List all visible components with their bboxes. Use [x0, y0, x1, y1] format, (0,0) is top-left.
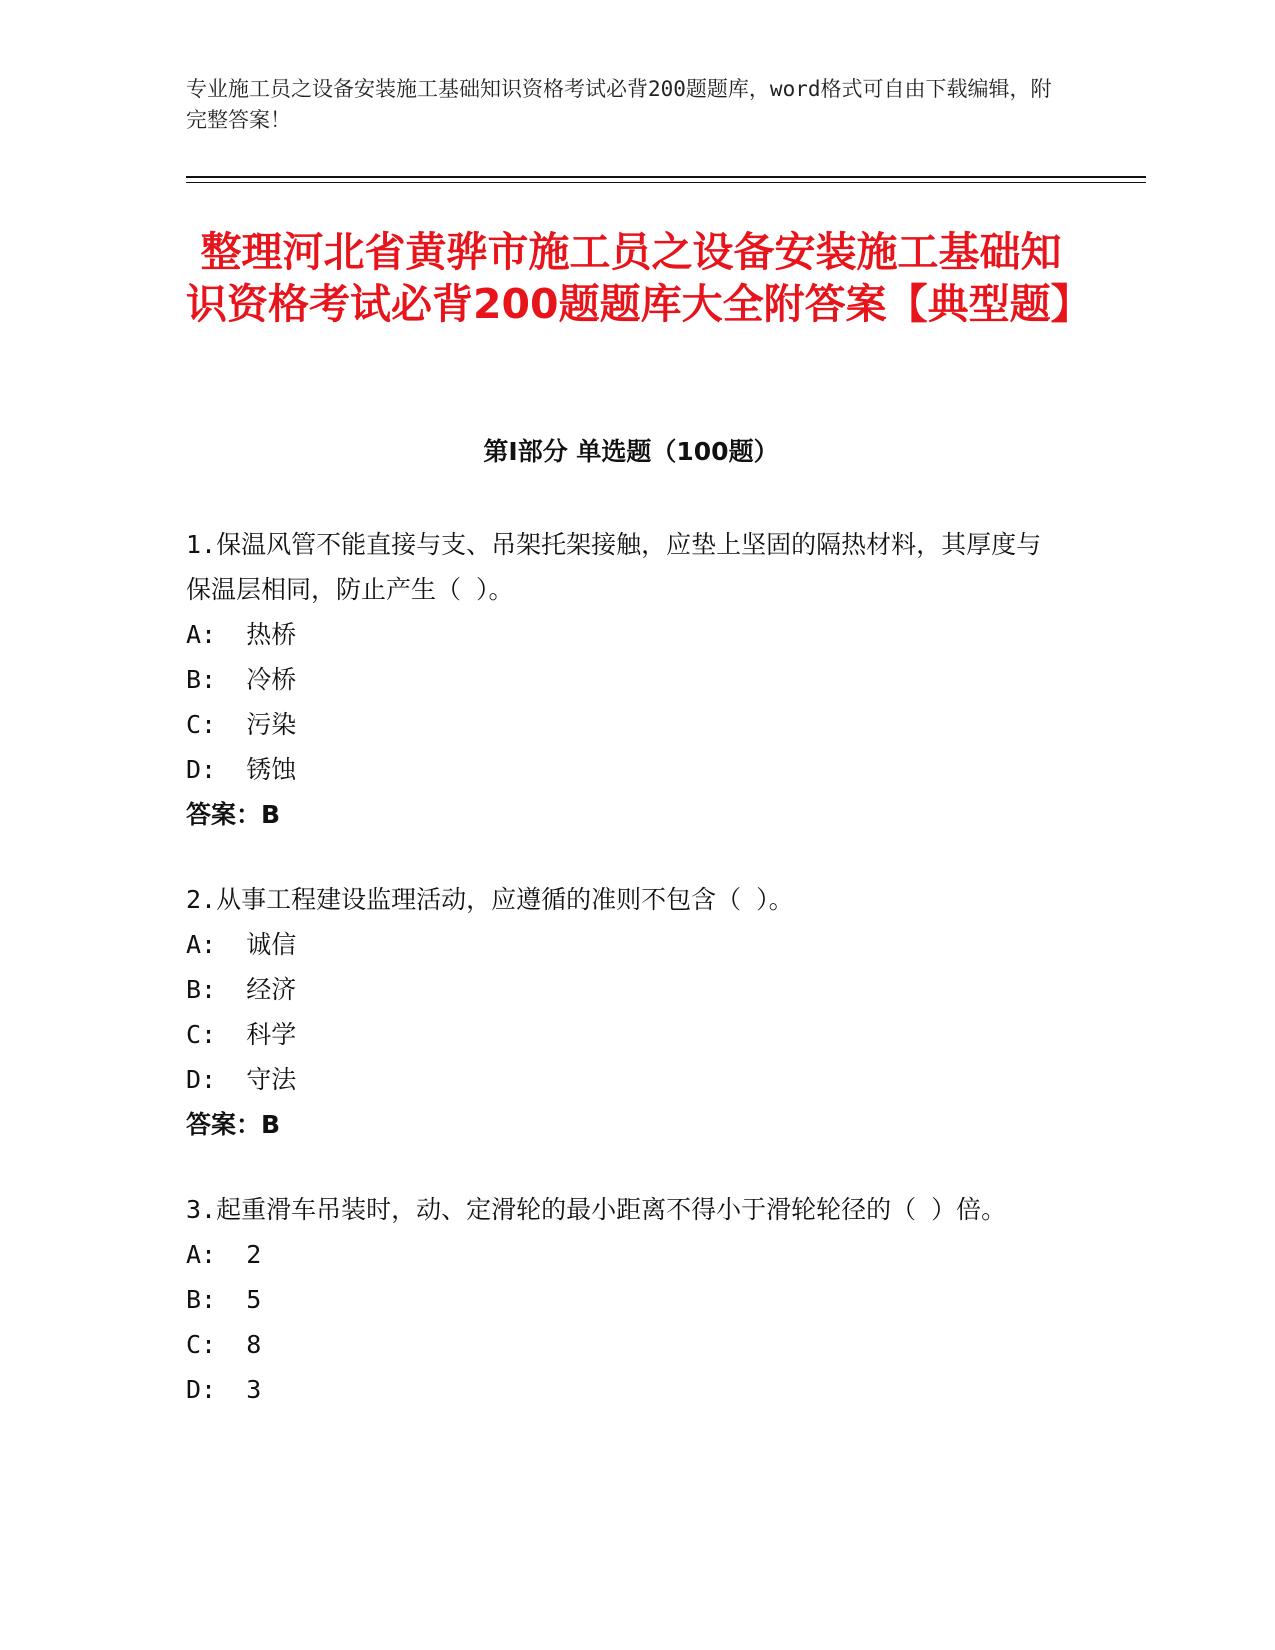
- header-divider-thin: [186, 182, 1146, 183]
- option-a: A: 诚信: [186, 930, 297, 959]
- option-d: D: 锈蚀: [186, 755, 297, 784]
- question-3: [186, 1187, 1086, 1412]
- question-list: [186, 522, 1086, 1452]
- document-title: 整理河北省黄骅市施工员之设备安装施工基础知识资格考试必背200题题库大全附答案【典型题】: [186, 228, 1092, 328]
- option-a: A: 热桥: [186, 620, 297, 649]
- header-divider-thick: [186, 176, 1146, 178]
- option-d: D: 3: [186, 1375, 262, 1404]
- option-d: D: 守法: [186, 1065, 297, 1094]
- option-b: B: 5: [186, 1285, 262, 1314]
- section-heading: 第Ⅰ部分 单选题（100题）: [483, 437, 779, 466]
- option-c: C: 污染: [186, 710, 297, 739]
- question-1: [186, 522, 1086, 837]
- option-b: B: 冷桥: [186, 665, 297, 694]
- option-b: B: 经济: [186, 975, 297, 1004]
- option-a: A: 2: [186, 1240, 262, 1269]
- question-2: [186, 877, 1086, 1147]
- option-c: C: 8: [186, 1330, 262, 1359]
- header-note: 专业施工员之设备安装施工基础知识资格考试必背200题题库，word格式可自由下载编辑，附完整答案！: [186, 77, 1052, 132]
- question-stem: 1.保温风管不能直接与支、吊架托架接触，应垫上坚固的隔热材料，其厚度与保温层相同，防止产生（ ）。: [186, 530, 1042, 604]
- answer-line: 答案：B: [186, 800, 281, 829]
- question-stem: 3.起重滑车吊装时，动、定滑轮的最小距离不得小于滑轮轮径的（ ）倍。: [186, 1195, 1007, 1224]
- option-c: C: 科学: [186, 1020, 297, 1049]
- question-stem: 2.从事工程建设监理活动，应遵循的准则不包含（ ）。: [186, 885, 794, 914]
- answer-line: 答案：B: [186, 1110, 281, 1139]
